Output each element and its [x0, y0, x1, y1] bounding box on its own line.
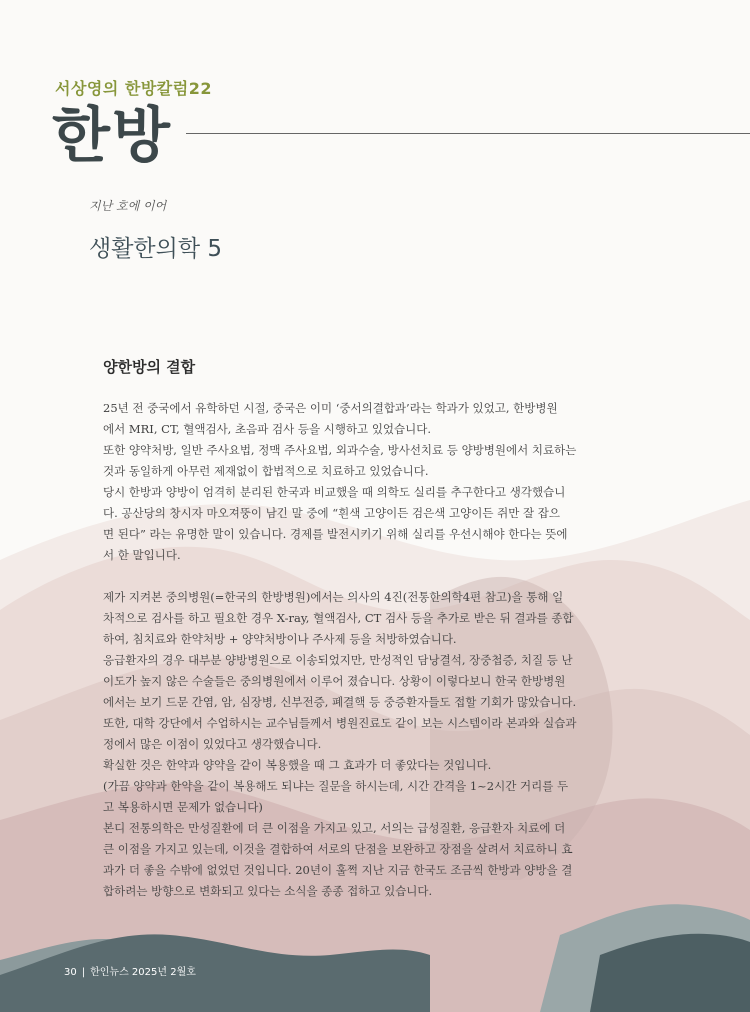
body-line: 고 복용하시면 문제가 없습니다) — [103, 800, 263, 814]
body-line: 이도가 높지 않은 수술들은 중의병원에서 이루어 졌습니다. 상황이 이렇다보니 한국 한방병원 — [103, 674, 566, 688]
page-title: 한방 — [52, 101, 172, 171]
body-line: 또한 양약처방, 일반 주사요법, 정맥 주사요법, 외과수술, 방사선치료 등 양방병원에서 치료하는 — [103, 443, 577, 457]
body-line: 서 한 말입니다. — [103, 548, 181, 562]
body-line: 합하려는 방향으로 변화되고 있다는 소식을 종종 접하고 있습니다. — [103, 884, 433, 898]
body-line: 다. 공산당의 창시자 마오져뚱이 남긴 말 중에 “흰색 고양이든 검은색 고양이든 쥐만 잘 잡으 — [103, 506, 560, 520]
body-line: 당시 한방과 양방이 엄격히 분리된 한국과 비교했을 때 의학도 실리를 추구한다고 생각했습니 — [103, 485, 566, 499]
body-line: 과가 더 좋을 수밖에 없었던 것입니다. 20년이 훌쩍 지난 지금 한국도 조금씩 한방과 양방을 결 — [103, 863, 573, 877]
body-line: 제가 지켜본 중의병원(=한국의 한방병원)에서는 의사의 4진(전통한의학4편 참고)을 통해 일 — [103, 590, 564, 604]
body-line: 응급환자의 경우 대부분 양방병원으로 이송되었지만, 만성적인 담낭결석, 장중첩증, 치질 등 난 — [103, 653, 573, 667]
body-line: 에서는 보기 드문 간염, 암, 심장병, 신부전증, 폐결핵 등 중증환자들도 접할 기회가 많았습니다. — [103, 695, 577, 709]
page-number: 30 — [64, 967, 77, 978]
series-label: 서상영의 한방칼럼22 — [55, 79, 212, 98]
page-footer — [64, 963, 196, 978]
section-heading: 양한방의 결합 — [103, 358, 196, 376]
footer-separator: | — [81, 967, 86, 978]
body-line: 25년 전 중국에서 유학하던 시절, 중국은 이미 ‘중서의결합과’라는 학과가 있었고, 한방병원 — [103, 401, 558, 415]
body-line: 확실한 것은 한약과 양약을 같이 복용했을 때 그 효과가 더 좋았다는 것입니다. — [103, 758, 492, 772]
body-line: 큰 이점을 가지고 있는데, 이것을 결합하여 서로의 단점을 보완하고 장점을 살려서 치료하니 효 — [103, 842, 573, 856]
title-divider — [186, 133, 750, 134]
body-line: 차적으로 검사를 하고 필요한 경우 X-ray, 혈액검사, CT 검사 등을 추가로 받은 뒤 결과를 종합 — [103, 611, 574, 625]
body-line: 또한, 대학 강단에서 수업하시는 교수님들께서 병원진료도 같이 보는 시스템이라 본과와 실습과 — [103, 716, 577, 730]
body-line: 본디 전통의학은 만성질환에 더 큰 이점을 가지고 있고, 서의는 급성질환, 응급환자 치료에 더 — [103, 821, 566, 835]
publication-name: 한인뉴스 2025년 2월호 — [90, 967, 196, 978]
article-subtitle: 생활한의학 5 — [89, 236, 223, 262]
body-line: 것과 동일하게 아무런 제재없이 합법적으로 치료하고 있었습니다. — [103, 464, 429, 478]
continued-note: 지난 호에 이어 — [89, 199, 167, 213]
body-line: 정에서 많은 이점이 있었다고 생각했습니다. — [103, 737, 322, 751]
body-line: 면 된다” 라는 유명한 말이 있습니다. 경제를 발전시키기 위해 실리를 우선시해야 한다는 뜻에 — [103, 527, 568, 541]
body-line: 하여, 침치료와 한약처방 + 양약처방이나 주사제 등을 처방하였습니다. — [103, 632, 457, 646]
paragraph-gap — [103, 566, 663, 587]
article-body — [103, 398, 663, 902]
body-line: (가끔 양약과 한약을 같이 복용해도 되냐는 질문을 하시는데, 시간 간격을 1~2시간 거리를 두 — [103, 779, 569, 793]
body-line: 에서 MRI, CT, 혈액검사, 초음파 검사 등을 시행하고 있었습니다. — [103, 422, 432, 436]
